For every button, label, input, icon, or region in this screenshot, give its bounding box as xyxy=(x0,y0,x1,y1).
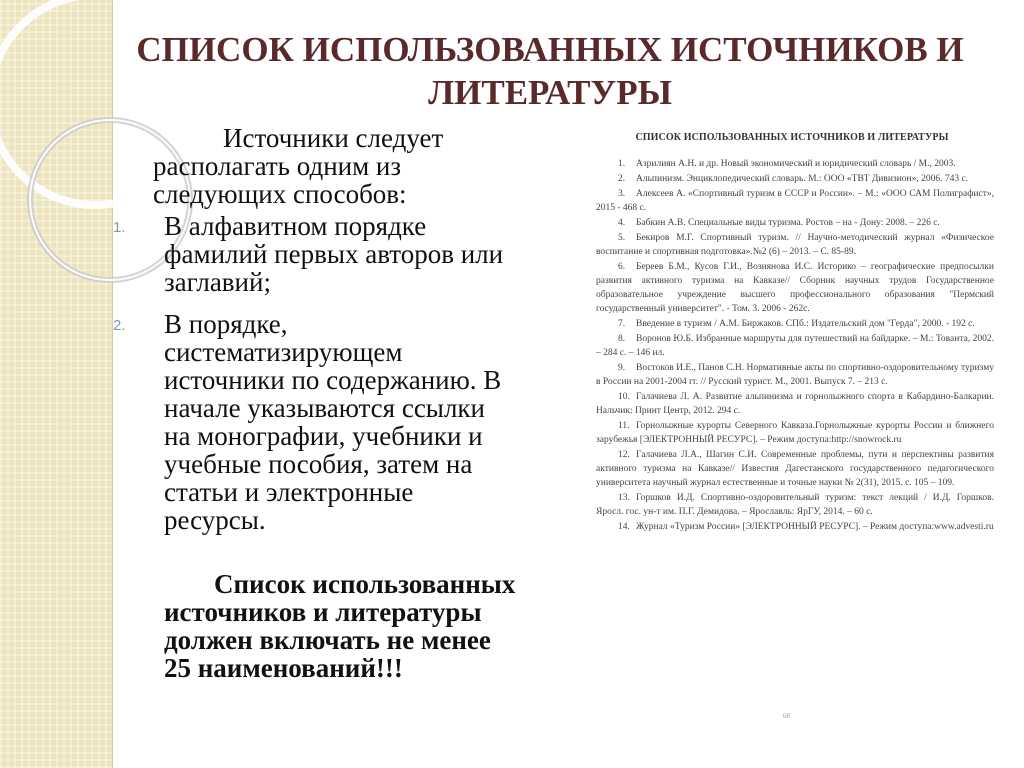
reference-item: 14. Журнал «Туризм России» [ЭЛЕКТРОННЫЙ РЕСУРС]. – Режим доступа:www.advesti.ru xyxy=(618,522,994,532)
list-number: 2. xyxy=(113,317,126,334)
slide-title xyxy=(120,28,980,114)
ordering-methods-list xyxy=(113,212,543,534)
intro-line: Источники следует xyxy=(223,123,444,153)
list-line: ресурсы. xyxy=(164,505,266,535)
list-line: учебные пособия, затем на xyxy=(164,449,473,479)
reference-item: 8. Воронов Ю.Б. Избранные маршруты для путешествий на байдарке. – М.: Тованта, 2002. – 284 с. – 146 ил. xyxy=(596,334,994,358)
list-line: В алфавитном порядке xyxy=(164,211,427,241)
reference-item: 4. Бабкин А.В. Специальные виды туризма. Ростов – на - Дону: 2008. – 226 с. xyxy=(618,218,940,228)
list-line: начале указываются ссылки xyxy=(164,393,485,423)
slide-title-line: СПИСОК ИСПОЛЬЗОВАННЫХ ИСТОЧНИКОВ И xyxy=(136,30,964,69)
slide-title-line: ЛИТЕРАТУРЫ xyxy=(428,73,672,112)
intro-text xyxy=(153,124,553,208)
reference-item: 5. Бекиров М.Г. Спортивный туризм. // Научно-методический журнал «Физическое воспитание и спортивная подготовка».№2 (6) – 2013. – С. 85-89. xyxy=(596,233,994,257)
list-line: заглавий; xyxy=(164,267,271,297)
note-line: источников и литературы xyxy=(164,597,482,627)
reference-item: 7. Введение в туризм / А.М. Биржаков. СПб.: Издательский дом "Герда", 2000. - 192 с. xyxy=(618,319,975,329)
list-line: систематизирующем xyxy=(164,337,403,367)
reference-item: 6. Береев Б.М., Кусов Г.И., Возиянова И.С. Историко – географические предпосылки развития активного туризма на Кавказе// Сборник научных трудов Государственное образовательное учреждение высшего профессионального образования "Пермский государственный университет". - Том. 3. 2006 - 262с. xyxy=(596,262,994,314)
note-line: должен включать не менее xyxy=(164,625,491,655)
intro-line: следующих способов: xyxy=(153,179,407,209)
reference-item: 9. Востоков И.Е., Панов С.Н. Нормативные акты по спортивно-оздоровительному туризму в России на 2001-2004 гг. // Русский турист. М., 2001. Выпуск 7. – 213 с. xyxy=(596,363,994,387)
reference-item: 2. Альпинизм. Энциклопедический словарь. М.: ООО «ТВТ Дивизион», 2006. 743 с. xyxy=(618,174,969,184)
requirement-note xyxy=(164,570,544,682)
list-item xyxy=(113,310,543,534)
reference-item: 10. Галачиева Л. А. Развитие альпинизма и горнолыжного спорта в Кабардино-Балкарии. Нальчик: Принт Центр, 2012. 294 с. xyxy=(596,392,994,416)
reference-item: 12. Галачиева Л.А., Шагин С.И. Современные проблемы, пути и перспективы развития активного туризма на Кавказе// Известия Дагестанского государственного педагогического университета научный журнал естественные и точные науки № 2(31), 2015. с. 105 – 109. xyxy=(596,450,994,488)
list-line: на монографии, учебники и xyxy=(164,421,483,451)
list-number: 1. xyxy=(113,219,126,236)
intro-line: располагать одним из xyxy=(153,151,402,181)
list-line: статьи и электронные xyxy=(164,477,414,507)
reference-item: 3. Алексеев А. «Спортивный туризм в СССР и России». – М.: «ООО САМ Полиграфист», 2015 - 468 с. xyxy=(596,189,994,213)
reference-item: 11. Горнолыжные курорты Северного Кавказа.Горнолыжные курорты России и ближнего зарубежья [ЭЛЕКТРОННЫЙ РЕСУРС]. – Режим доступа:http://snowrock.ru xyxy=(596,421,994,445)
list-line: источники по содержанию. В xyxy=(164,365,502,395)
reference-list xyxy=(590,157,994,534)
list-line: В порядке, xyxy=(164,309,288,339)
bibliography-sample-image xyxy=(590,124,994,724)
note-line: Список использованных xyxy=(214,569,516,599)
reference-item: 13. Горшков И.Д. Спортивно-оздоровительный туризм: текст лекций / И.Д. Горшков. Яросл. гос. ун-т им. П.Г. Демидова. – Ярославль: ЯрГУ, 2014. – 60 с. xyxy=(596,493,994,517)
page-number: 68 xyxy=(783,712,790,720)
list-line: фамилий первых авторов или xyxy=(164,239,504,269)
list-item xyxy=(113,212,543,296)
reference-item: 1. Азрилиян А.Н. и др. Новый экономический и юридический словарь / М., 2003. xyxy=(618,159,956,169)
doc-title: СПИСОК ИСПОЛЬЗОВАННЫХ ИСТОЧНИКОВ И ЛИТЕРАТУРЫ xyxy=(635,132,949,143)
note-line: 25 наименований!!! xyxy=(164,653,403,683)
